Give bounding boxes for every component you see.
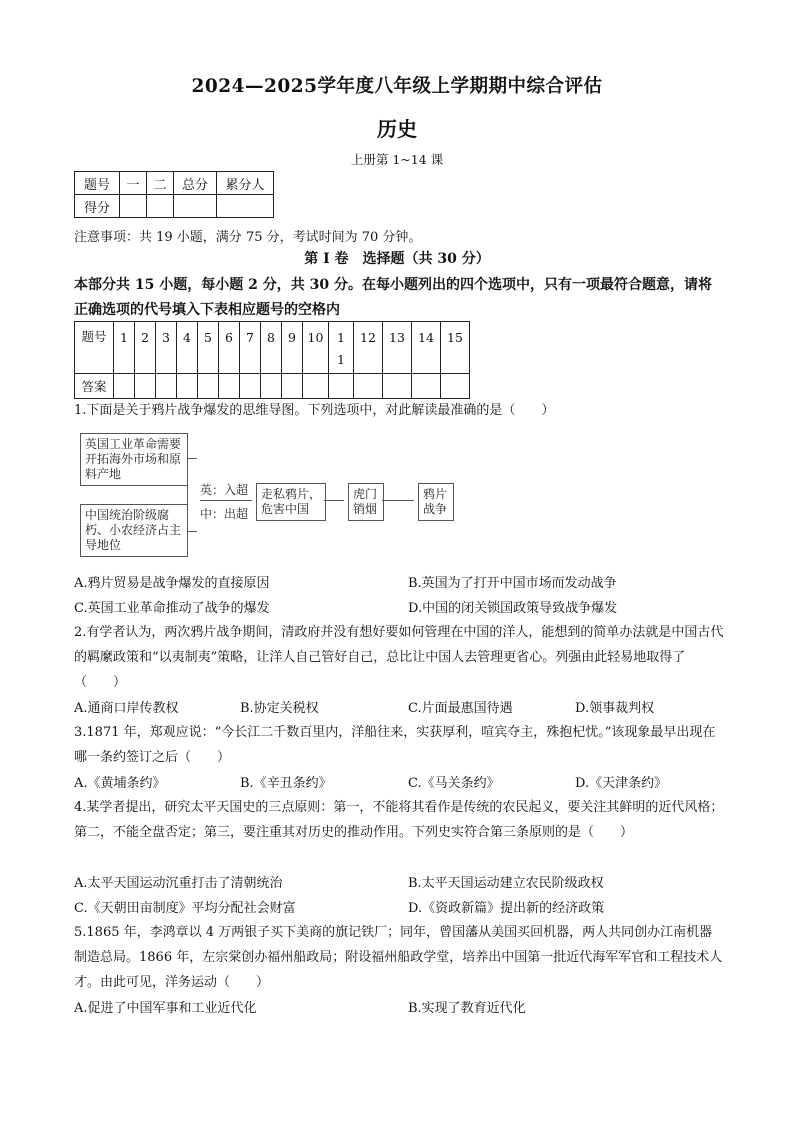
answer-table-number: 6: [219, 322, 240, 374]
question-1-stem: 1.下面是关于鸦片战争爆发的思维导图。下列选项中，对此解读最准确的是（ ）: [74, 403, 555, 418]
question-4-option-a[interactable]: A.太平天国运动沉重打击了清朝统治: [74, 876, 283, 891]
score-table-cell: 累分人: [217, 172, 274, 195]
answer-input-cell[interactable]: [303, 374, 329, 399]
score-input-cell[interactable]: [120, 195, 147, 218]
question-2-stem: 2.有学者认为，两次鸦片战争期间，清政府并没有想好要如何管理在中国的洋人，能想到的简单办法就是中国古代的羁縻政策和“以夷制夷”策略，让洋人自己管好自己，总比让中国人去管理更省心。列强由此轻易地取得了（ ）: [74, 625, 724, 690]
answer-table-number: 14: [412, 322, 441, 374]
exam-title: 2024—2025学年度八年级上学期期中综合评估: [191, 76, 603, 97]
question-3-option-d[interactable]: D.《天津条约》: [575, 776, 668, 791]
answer-input-cell[interactable]: [282, 374, 303, 399]
answer-table-number: 9: [282, 322, 303, 374]
answer-input-cell[interactable]: [177, 374, 198, 399]
arrow-line: [324, 500, 344, 501]
answer-table-number: 4: [177, 322, 198, 374]
question-4-option-b[interactable]: B.太平天国运动建立农民阶级政权: [408, 876, 604, 891]
answer-table-number: 8: [261, 322, 282, 374]
mind-map-box-smuggling: 走私鸦片，危害中国: [256, 483, 326, 521]
answer-table: [74, 321, 470, 399]
subject-title: 历史: [377, 117, 417, 141]
answer-input-cell[interactable]: [261, 374, 282, 399]
question-3-option-b[interactable]: B.《辛丑条约》: [240, 776, 332, 791]
exam-notice: 注意事项：共 19 小题，满分 75 分，考试时间为 70 分钟。: [74, 230, 422, 245]
question-5-option-a[interactable]: A.促进了中国军事和工业近代化: [74, 1001, 257, 1016]
score-input-cell[interactable]: [147, 195, 174, 218]
section-title: 第 I 卷 选择题（共 30 分）: [304, 251, 490, 267]
answer-table-number: 1: [114, 322, 135, 374]
bracket-line: [187, 458, 188, 532]
answer-input-cell[interactable]: [412, 374, 441, 399]
score-input-cell[interactable]: [174, 195, 217, 218]
answer-table-number: 2: [135, 322, 156, 374]
question-1-option-a[interactable]: A.鸦片贸易是战争爆发的直接原因: [74, 576, 270, 591]
answer-table-number: 13: [383, 322, 412, 374]
score-table-cell: 得分: [75, 195, 120, 218]
question-1-option-c[interactable]: C.英国工业革命推动了战争的爆发: [74, 601, 270, 616]
answer-table-number: 3: [156, 322, 177, 374]
question-4-option-c[interactable]: C.《天朝田亩制度》平均分配社会财富: [74, 901, 296, 916]
mind-map-box-humen: 虎门销烟: [348, 483, 384, 521]
answer-table-number: 12: [354, 322, 383, 374]
trade-label-britain: 英：入超: [200, 483, 249, 497]
mind-map-box-war: 鸦片战争: [418, 483, 454, 521]
question-4-option-d[interactable]: D.《资政新篇》提出新的经济政策: [408, 901, 605, 916]
mind-map-box-cause-china: 中国统治阶级腐朽、小农经济占主导地位: [80, 504, 188, 557]
question-2-option-b[interactable]: B.协定关税权: [240, 701, 319, 716]
question-3-option-c[interactable]: C.《马关条约》: [408, 776, 500, 791]
answer-table-header: 题号: [75, 322, 114, 374]
answer-table-number: 15: [441, 322, 470, 374]
answer-input-cell[interactable]: [135, 374, 156, 399]
question-3-option-a[interactable]: A.《黄埔条约》: [74, 776, 166, 791]
score-input-cell[interactable]: [217, 195, 274, 218]
bracket-line: [187, 531, 197, 532]
bracket-line: [187, 458, 197, 459]
score-table: [74, 171, 274, 218]
answer-input-cell[interactable]: [240, 374, 261, 399]
arrow-line: [200, 500, 252, 501]
question-2-option-d[interactable]: D.领事裁判权: [575, 701, 655, 716]
score-table-cell: 题号: [75, 172, 120, 195]
answer-input-cell[interactable]: [114, 374, 135, 399]
answer-input-cell[interactable]: [441, 374, 470, 399]
question-3-stem: 3.1871 年，郑观应说：“今长江二千数百里内，洋船往来，实获厚利，喧宾夺主，殊抱杞忧。”该现象最早出现在哪一条约签订之后（ ）: [74, 725, 716, 765]
answer-table-header: 答案: [75, 374, 114, 399]
question-2-option-c[interactable]: C.片面最惠国待遇: [408, 701, 513, 716]
score-table-cell: 总分: [174, 172, 217, 195]
mind-map-box-cause-britain: 英国工业革命需要开拓海外市场和原料产地: [80, 433, 188, 486]
answer-input-cell[interactable]: [354, 374, 383, 399]
question-4-stem: 4.某学者提出，研究太平天国史的三点原则：第一，不能将其看作是传统的农民起义，要关注其鲜明的近代风格；第二，不能全盘否定；第三，要注重其对历史的推动作用。下列史实符合第三条原则的是（ ）: [74, 800, 724, 840]
question-1-option-d[interactable]: D.中国的闭关锁国政策导致战争爆发: [408, 601, 618, 616]
lesson-range: 上册第 1~14 课: [350, 152, 444, 167]
section-instruction: 本部分共 15 小题，每小题 2 分，共 30 分。在每小题列出的四个选项中，只有一项最符合题意，请将正确选项的代号填入下表相应题号的空格内: [74, 277, 712, 318]
answer-input-cell[interactable]: [219, 374, 240, 399]
answer-input-cell[interactable]: [383, 374, 412, 399]
trade-label-china: 中：出超: [200, 507, 249, 521]
answer-table-number: 7: [240, 322, 261, 374]
answer-input-cell[interactable]: [329, 374, 354, 399]
score-table-cell: 二: [147, 172, 174, 195]
score-table-cell: 一: [120, 172, 147, 195]
question-1-option-b[interactable]: B.英国为了打开中国市场而发动战争: [408, 576, 617, 591]
answer-table-number: 10: [303, 322, 329, 374]
question-2-option-a[interactable]: A.通商口岸传教权: [74, 701, 179, 716]
arrow-line: [382, 500, 414, 501]
question-5-stem: 5.1865 年，李鸿章以 4 万两银子买下美商的旗记铁厂；同年，曾国藩从美国买回机器，两人共同创办江南机器制造总局。1866 年，左宗棠创办福州船政局；附设福州船政学堂，培养出中国第一批近代海军军官和工程技术人才。由此可见，洋务运动（ ）: [74, 925, 723, 990]
answer-table-number: 5: [198, 322, 219, 374]
mind-map-diagram: [74, 430, 474, 560]
answer-table-number: 1 1: [329, 322, 354, 374]
question-5-option-b[interactable]: B.实现了教育近代化: [408, 1001, 526, 1016]
answer-input-cell[interactable]: [198, 374, 219, 399]
answer-input-cell[interactable]: [156, 374, 177, 399]
